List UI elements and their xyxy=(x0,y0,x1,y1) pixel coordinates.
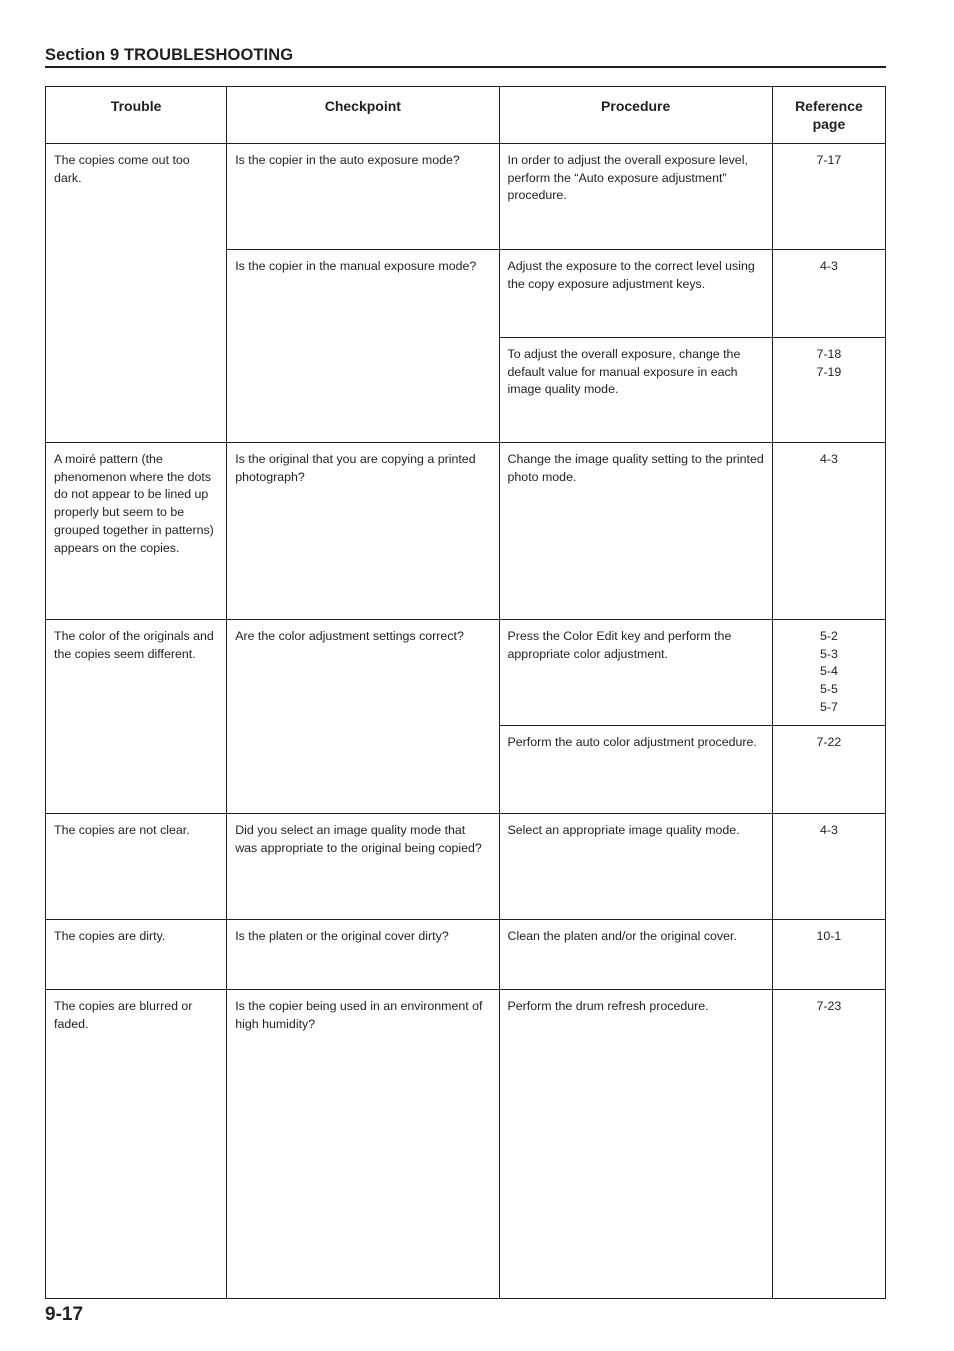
table-row xyxy=(46,990,886,1299)
procedure-cell: To adjust the overall exposure, change the default value for manual exposure in each image quality mode. xyxy=(499,338,772,443)
table-row xyxy=(46,920,886,990)
procedure-cell: Perform the auto color adjustment procedure. xyxy=(499,726,772,814)
table-row xyxy=(46,620,886,726)
trouble-cell: The copies come out too dark. xyxy=(46,144,227,443)
troubleshooting-table xyxy=(45,86,886,1299)
column-header-procedure: Procedure xyxy=(499,87,772,144)
reference-cell xyxy=(772,250,885,338)
table-row xyxy=(46,443,886,620)
reference-page: 4-3 xyxy=(819,823,838,837)
header-rule xyxy=(45,66,886,68)
trouble-cell: The copies are dirty. xyxy=(46,920,227,990)
procedure-cell: Select an appropriate image quality mode. xyxy=(499,814,772,920)
reference-page: 5-5 xyxy=(819,682,838,697)
checkpoint-cell: Did you select an image quality mode that was appropriate to the original being copied? xyxy=(227,814,499,920)
trouble-cell: The color of the originals and the copies seem different. xyxy=(46,620,227,814)
reference-cell xyxy=(772,814,885,920)
reference-page: 4-3 xyxy=(819,452,838,466)
column-header-checkpoint: Checkpoint xyxy=(227,87,499,144)
reference-cell xyxy=(772,620,885,726)
column-header-reference-page: Reference page xyxy=(772,87,885,144)
checkpoint-cell: Is the original that you are copying a printed photograph? xyxy=(227,443,499,620)
trouble-cell: A moiré pattern (the phenomenon where the dots do not appear to be lined up properly but seem to be grouped together in patterns) appears on the copies. xyxy=(46,443,227,620)
column-header-trouble: Trouble xyxy=(46,87,227,144)
reference-page: 7-18 xyxy=(816,347,842,361)
reference-cell xyxy=(772,920,885,990)
procedure-cell: Clean the platen and/or the original cover. xyxy=(499,920,772,990)
checkpoint-cell: Is the copier in the manual exposure mode? xyxy=(227,250,499,443)
procedure-cell: Perform the drum refresh procedure. xyxy=(499,990,772,1299)
reference-cell xyxy=(772,990,885,1299)
checkpoint-cell: Is the platen or the original cover dirty? xyxy=(227,920,499,990)
reference-page: 5-7 xyxy=(819,699,838,714)
reference-page: 7-17 xyxy=(816,153,842,167)
page-number: 9-17 xyxy=(45,1304,84,1325)
procedure-cell: Change the image quality setting to the printed photo mode. xyxy=(499,443,772,620)
reference-cell xyxy=(772,726,885,814)
procedure-cell: Press the Color Edit key and perform the appropriate color adjustment. xyxy=(499,620,772,726)
reference-cell xyxy=(772,443,885,620)
table-header-row xyxy=(46,87,886,144)
reference-page: 5-4 xyxy=(819,664,838,679)
checkpoint-cell: Is the copier being used in an environment of high humidity? xyxy=(227,990,499,1299)
trouble-cell: The copies are not clear. xyxy=(46,814,227,920)
reference-page: 7-22 xyxy=(816,735,842,749)
reference-page: 7-23 xyxy=(816,999,842,1013)
table-row xyxy=(46,814,886,920)
reference-page: 5-3 xyxy=(819,646,838,661)
reference-page: 7-19 xyxy=(816,364,842,379)
reference-page: 10-1 xyxy=(816,929,842,943)
reference-page: 5-2 xyxy=(819,629,838,643)
procedure-cell: Adjust the exposure to the correct level using the copy exposure adjustment keys. xyxy=(499,250,772,338)
checkpoint-cell: Are the color adjustment settings correct? xyxy=(227,620,499,814)
section-header: Section 9 TROUBLESHOOTING xyxy=(45,46,294,64)
table-row xyxy=(46,144,886,250)
checkpoint-cell: Is the copier in the auto exposure mode? xyxy=(227,144,499,250)
reference-cell xyxy=(772,144,885,250)
procedure-cell: In order to adjust the overall exposure level, perform the “Auto exposure adjustment” procedure. xyxy=(499,144,772,250)
reference-cell xyxy=(772,338,885,443)
trouble-cell: The copies are blurred or faded. xyxy=(46,990,227,1299)
reference-page: 4-3 xyxy=(819,259,838,273)
